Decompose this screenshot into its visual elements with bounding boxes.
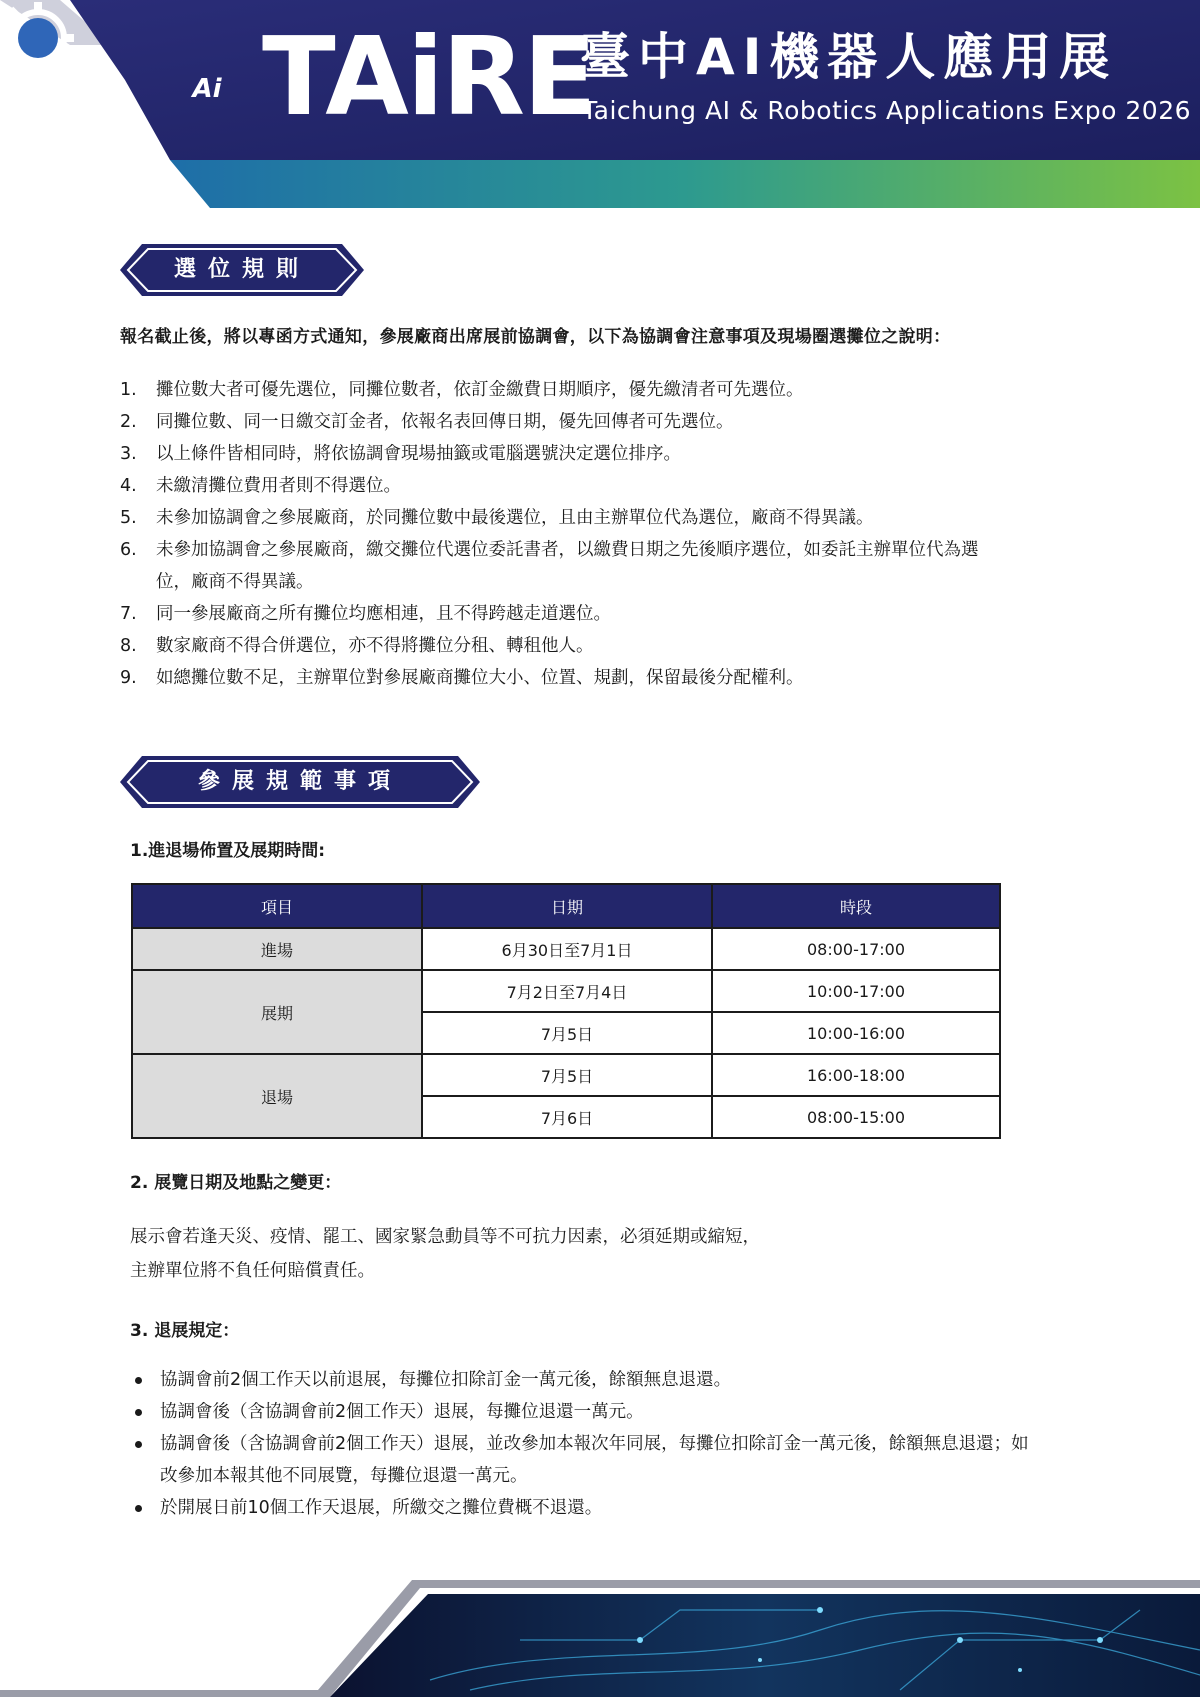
date-cell: 6月30日至7月1日 (422, 928, 712, 970)
time-cell: 10:00-16:00 (712, 1012, 1000, 1054)
date-cell: 7月2日至7月4日 (422, 970, 712, 1012)
section-heading-exhibitor-rules (120, 756, 480, 808)
table-header-row (132, 884, 1000, 928)
page-header (0, 0, 1200, 210)
section-title: 參展規範事項 (197, 769, 402, 794)
logo-wordmark: TAiRE (262, 15, 595, 140)
intro-text: 報名截止後，將以專函方式通知，參展廠商出席展前協調會，以下為協調會注意事項及現場圈選攤位之說明： (120, 327, 951, 347)
list-item: 9. 如總攤位數不足，主辦單位對參展廠商攤位大小、位置、規劃，保留最後分配權利。 (120, 668, 804, 688)
rules-list (120, 374, 1000, 694)
footer-banner (0, 1580, 1200, 1697)
list-item: 6. 未參加協調會之參展廠商，繳交攤位代選位委託書者，以繳費日期之先後順序選位，如委託主辦單位代為選位，廠商不得異議。 (120, 540, 979, 592)
list-item: 7. 同一參展廠商之所有攤位均應相連，且不得跨越走道選位。 (120, 604, 611, 624)
item-cell: 進場 (132, 928, 422, 970)
paragraph-line: 展示會若逢天災、疫情、罷工、國家緊急動員等不可抗力因素，必須延期或縮短， (130, 1227, 760, 1247)
gear-icon (0, 0, 76, 76)
list-item: 5. 未參加協調會之參展廠商，於同攤位數中最後選位，且由主辦單位代為選位，廠商不得異議。 (120, 508, 874, 528)
item-cell: 展期 (132, 970, 422, 1054)
list-item: 1. 攤位數大者可優先選位，同攤位數者，依訂金繳費日期順序，優先繳清者可先選位。 (120, 380, 804, 400)
date-cell: 7月6日 (422, 1096, 712, 1138)
expo-title-en: Taichung AI & Robotics Applications Expo 2026 (582, 96, 1192, 125)
list-item: 協調會前2個工作天以前退展，每攤位扣除訂金一萬元後，餘額無息退還。 (130, 1364, 1030, 1396)
list-item: 3. 以上條件皆相同時，將依協調會現場抽籤或電腦選號決定選位排序。 (120, 444, 681, 464)
list-item: 4. 未繳清攤位費用者則不得選位。 (120, 476, 401, 496)
column-header: 項目 (132, 884, 422, 928)
subheading-schedule: 1.進退場佈置及展期時間: (130, 841, 326, 861)
date-cell: 7月5日 (422, 1054, 712, 1096)
withdrawal-list (130, 1364, 1030, 1524)
time-cell: 08:00-17:00 (712, 928, 1000, 970)
list-item: 於開展日前10個工作天退展，所繳交之攤位費概不退還。 (130, 1492, 1030, 1524)
force-majeure-text (130, 1220, 1010, 1288)
item-cell: 退場 (132, 1054, 422, 1138)
time-cell: 16:00-18:00 (712, 1054, 1000, 1096)
time-cell: 10:00-17:00 (712, 970, 1000, 1012)
column-header: 日期 (422, 884, 712, 928)
table-row (132, 928, 1000, 970)
table-row (132, 1054, 1000, 1096)
list-item: 協調會後（含協調會前2個工作天）退展，每攤位退還一萬元。 (130, 1396, 1030, 1428)
list-item: 2. 同攤位數、同一日繳交訂金者，依報名表回傳日期，優先回傳者可先選位。 (120, 412, 734, 432)
date-cell: 7月5日 (422, 1012, 712, 1054)
list-item: 8. 數家廠商不得合併選位，亦不得將攤位分租、轉租他人。 (120, 636, 594, 656)
column-header: 時段 (712, 884, 1000, 928)
expo-title-zh: 臺中AI機器人應用展 (580, 28, 1118, 86)
section-title: 選位規則 (173, 257, 310, 282)
subheading-withdrawal: 3. 退展規定： (130, 1321, 240, 1341)
schedule-table (131, 883, 1001, 1139)
section-heading-booth-rules (120, 244, 364, 296)
logo-badge-text: Ai (192, 74, 222, 104)
paragraph-line: 主辦單位將不負任何賠償責任。 (130, 1261, 375, 1281)
subheading-schedule-change: 2. 展覽日期及地點之變更： (130, 1173, 342, 1193)
page-footer (0, 1580, 1200, 1697)
table-row (132, 970, 1000, 1012)
list-item: 協調會後（含協調會前2個工作天）退展，並改參加本報次年同展，每攤位扣除訂金一萬元後，餘額無息退還；如改參加本報其他不同展覽，每攤位退還一萬元。 (130, 1428, 1030, 1492)
time-cell: 08:00-15:00 (712, 1096, 1000, 1138)
